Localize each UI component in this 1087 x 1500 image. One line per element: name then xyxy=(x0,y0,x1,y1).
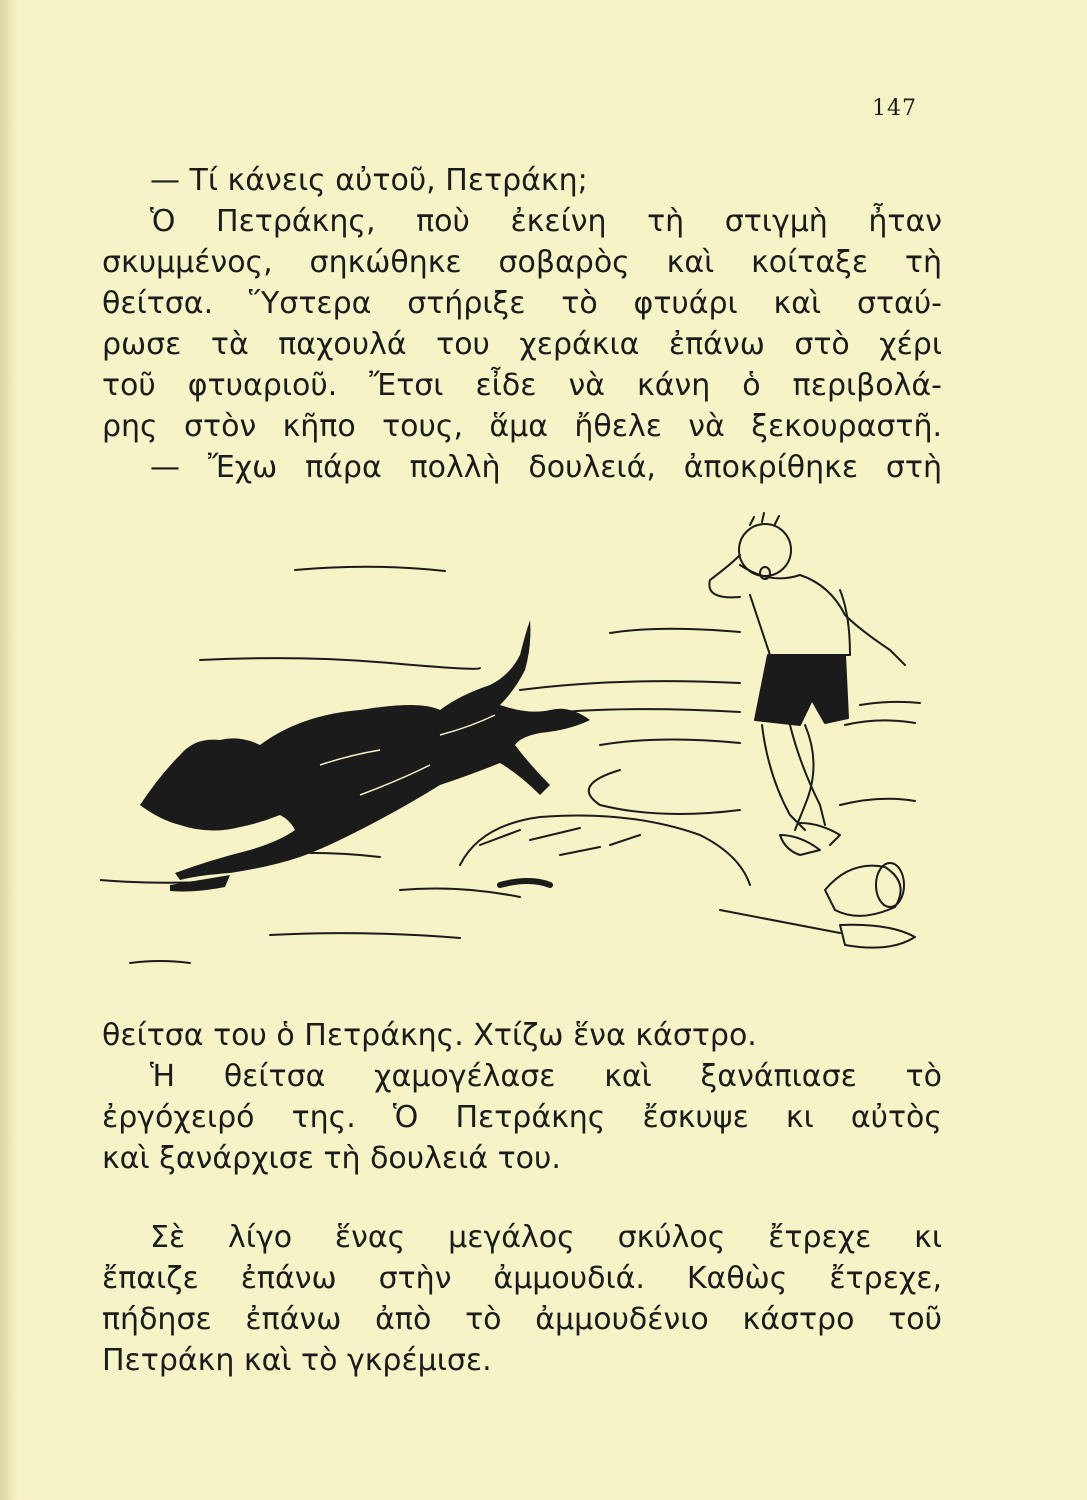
page-number: 147 xyxy=(872,96,917,121)
cloud-line xyxy=(295,567,445,571)
text-line: — Ἔχω πάρα πολλὴ δουλειά, ἀποκρίθηκε στὴ xyxy=(150,450,942,485)
page-binding-edge xyxy=(0,0,18,1500)
text-line: ρης στὸν κῆπο τους, ἅμα ἤθελε νὰ ξεκουραστῆ. xyxy=(102,409,942,444)
boy-leg-left-inner xyxy=(790,725,825,825)
sea-line xyxy=(860,702,920,705)
text-line: Ἡ θείτσα χαμογέλασε καὶ ξανάπιασε τὸ xyxy=(150,1059,942,1094)
sand-line xyxy=(130,961,190,963)
paragraph-block-1 xyxy=(102,160,942,488)
text-line: ἐργόχειρό της. Ὁ Πετράκης ἔσκυψε κι αὐτὸς xyxy=(102,1100,942,1135)
sea-line xyxy=(520,681,740,690)
boy-foot xyxy=(780,835,820,855)
boy-leg-right xyxy=(795,725,814,830)
spade-handle xyxy=(720,910,840,933)
sand-line xyxy=(270,933,460,938)
wave-line xyxy=(600,739,740,745)
sand-hatch xyxy=(480,828,640,855)
shore-curve xyxy=(589,770,740,814)
text-line: ἔπαιζε ἐπάνω στὴν ἀμμουδιά. Καθὼς ἔτρεχε, xyxy=(102,1261,942,1296)
boy-leg-left xyxy=(762,725,805,830)
paragraph-block-3 xyxy=(102,1217,942,1381)
wave-line xyxy=(840,799,915,805)
text-line: καὶ ξανάρχισε τὴ δουλειά του. xyxy=(102,1141,561,1176)
text-line: Πετράκη καὶ τὸ γκρέμισε. xyxy=(102,1343,492,1378)
bucket xyxy=(825,866,901,916)
sand-line xyxy=(400,889,520,897)
text-line: θείτσα του ὁ Πετράκης. Χτίζω ἕνα κάστρο. xyxy=(102,1018,757,1053)
boy-arm-right xyxy=(740,565,905,665)
sand-shadow xyxy=(500,881,550,885)
sea-line xyxy=(610,629,740,633)
spade-blade xyxy=(840,925,915,948)
boy-shorts xyxy=(755,655,848,725)
text-line: τοῦ φτυαριοῦ. Ἔτσι εἶδε νὰ κάνη ὁ περιβολά- xyxy=(102,368,942,403)
sea-line xyxy=(200,658,480,669)
text-line: θείτσα. Ὕστερα στήριξε τὸ φτυάρι καὶ σταύ- xyxy=(102,286,942,321)
sand-pile xyxy=(460,815,750,885)
text-line: ρωσε τὰ παχουλά του χεράκια ἐπάνω στὸ χέρι xyxy=(102,327,942,362)
beach-dog-illustration xyxy=(100,505,930,975)
text-line: Σὲ λίγο ἕνας μεγάλος σκύλος ἔτρεχε κι xyxy=(150,1220,942,1255)
text-line: Ὁ Πετράκης, ποὺ ἐκείνη τὴ στιγμὴ ἦταν xyxy=(150,204,942,239)
text-line: — Τί κάνεις αὐτοῦ, Πετράκη; xyxy=(150,163,588,198)
paragraph-block-2 xyxy=(102,1015,942,1179)
wave-line xyxy=(845,720,915,725)
text-line: σκυμμένος, σηκώθηκε σοβαρὸς καὶ κοίταξε τὴ xyxy=(102,245,942,280)
text-line: πήδησε ἐπάνω ἀπὸ τὸ ἀμμουδένιο κάστρο τοῦ xyxy=(102,1302,942,1337)
boy-arm-left xyxy=(709,555,740,597)
